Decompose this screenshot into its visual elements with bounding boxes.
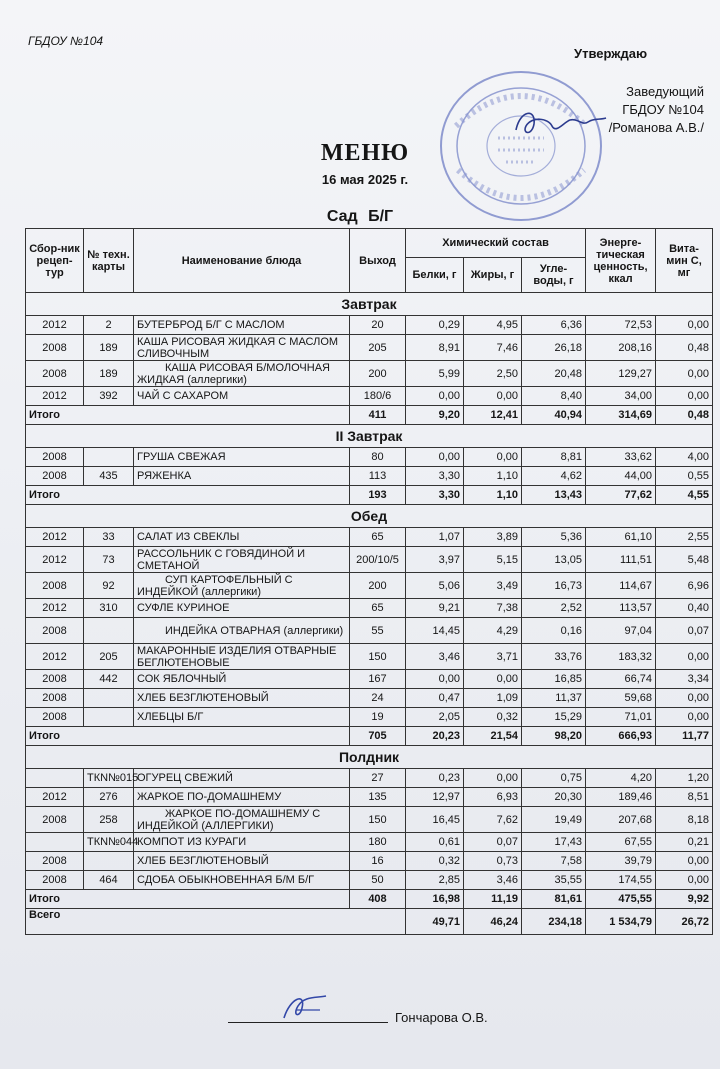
table-row: ТКN№015 ОГУРЕЦ СВЕЖИЙ 27 0,23 0,00 0,75 4,20 1,20 — [26, 769, 713, 788]
page-title: МЕНЮ — [320, 140, 410, 166]
kitchen-label: Сад Б/Г — [326, 208, 394, 225]
table-row: 2008 258 ЖАРКОЕ ПО-ДОМАШНЕМУ С ИНДЕЙКОЙ (АЛЛЕРГИКИ) 150 16,45 7,62 19,49 207,68 8,18 — [26, 807, 713, 833]
table-row: 2012 392 ЧАЙ С САХАРОМ 180/6 0,00 0,00 8,40 34,00 0,00 — [26, 387, 713, 406]
table-row: 2008 442 СОК ЯБЛОЧНЫЙ 167 0,00 0,00 16,85 66,74 3,34 — [26, 670, 713, 689]
table-row: 2012 33 САЛАТ ИЗ СВЕКЛЫ 65 1,07 3,89 5,36 61,10 2,55 — [26, 528, 713, 547]
author-name: Гончарова О.В. — [395, 1010, 488, 1025]
table-row: 2012 310 СУФЛЕ КУРИНОЕ 65 9,21 7,38 2,52 113,57 0,40 — [26, 599, 713, 618]
meal-title: Обед — [26, 505, 713, 528]
grand-total-row: Всего 49,71 46,24 234,18 1 534,79 26,72 — [26, 909, 713, 935]
table-row: 2008 ИНДЕЙКА ОТВАРНАЯ (аллергики) 55 14,45 4,29 0,16 97,04 0,07 — [26, 618, 713, 644]
menu-table — [25, 228, 713, 935]
table-row: 2008 92 СУП КАРТОФЕЛЬНЫЙ С ИНДЕЙКОЙ (аллергики) 200 5,06 3,49 16,73 114,67 6,96 — [26, 573, 713, 599]
total-row: Итого 411 9,20 12,41 40,94 314,69 0,48 — [26, 406, 713, 425]
director-signature — [508, 104, 608, 144]
table-row: 2008 435 РЯЖЕНКА 113 3,30 1,10 4,62 44,00 0,55 — [26, 467, 713, 486]
head-org: ГБДОУ №104 — [622, 102, 704, 117]
col-header-dish: Наименование блюда — [134, 229, 350, 293]
stamp-seal — [436, 66, 606, 226]
table-row: 2008 ХЛЕБ БЕЗГЛЮТЕНОВЫЙ 16 0,32 0,73 7,58 39,79 0,00 — [26, 852, 713, 871]
table-row: 2008 ХЛЕБЦЫ Б/Г 19 2,05 0,32 15,29 71,01 0,00 — [26, 708, 713, 727]
meal-title: Полдник — [26, 746, 713, 769]
table-row: 2008 189 КАША РИСОВАЯ Б/МОЛОЧНАЯ ЖИДКАЯ (аллергики) 200 5,99 2,50 20,48 129,27 0,00 — [26, 361, 713, 387]
table-row: 2012 276 ЖАРКОЕ ПО-ДОМАШНЕМУ 135 12,97 6,93 20,30 189,46 8,51 — [26, 788, 713, 807]
table-row: 2008 ХЛЕБ БЕЗГЛЮТЕНОВЫЙ 24 0,47 1,09 11,37 59,68 0,00 — [26, 689, 713, 708]
col-header-vitamin: Вита-мин С, мг — [656, 229, 713, 293]
total-row: Итого 193 3,30 1,10 13,43 77,62 4,55 — [26, 486, 713, 505]
organization-label: ГБДОУ №104 — [28, 34, 104, 48]
table-row: 2012 205 МАКАРОННЫЕ ИЗДЕЛИЯ ОТВАРНЫЕ БЕГЛЮТЕНОВЫЕ 150 3,46 3,71 33,76 183,32 0,00 — [26, 644, 713, 670]
table-row: ТКN№044 КОМПОТ ИЗ КУРАГИ 180 0,61 0,07 17,43 67,55 0,21 — [26, 833, 713, 852]
total-row: Итого 705 20,23 21,54 98,20 666,93 11,77 — [26, 727, 713, 746]
head-name: /Романова А.В./ — [608, 120, 704, 135]
author-signature — [280, 990, 330, 1024]
meal-title: II Завтрак — [26, 425, 713, 448]
signature-line — [228, 1022, 388, 1023]
menu-date: 16 мая 2025 г. — [321, 172, 409, 187]
table-row: 2012 2 БУТЕРБРОД Б/Г С МАСЛОМ 20 0,29 4,95 6,36 72,53 0,00 — [26, 316, 713, 335]
table-row: 2012 73 РАССОЛЬНИК С ГОВЯДИНОЙ И СМЕТАНОЙ 200/10/5 3,97 5,15 13,05 111,51 5,48 — [26, 547, 713, 573]
col-header-card: № техн. карты — [84, 229, 134, 293]
col-header-output: Выход — [350, 229, 406, 293]
table-row: 2008 ГРУША СВЕЖАЯ 80 0,00 0,00 8,81 33,62 4,00 — [26, 448, 713, 467]
approve-label: Утверждаю — [574, 46, 648, 61]
col-header-chem: Химический состав — [406, 229, 586, 258]
col-header-carbs: Угле-воды, г — [522, 258, 586, 293]
col-header-fat: Жиры, г — [464, 258, 522, 293]
meal-title: Завтрак — [26, 293, 713, 316]
head-position: Заведующий — [626, 84, 704, 99]
col-header-collection: Сбор-ник рецеп-тур — [26, 229, 84, 293]
col-header-protein: Белки, г — [406, 258, 464, 293]
col-header-energy: Энерге-тическая ценность, ккал — [586, 229, 656, 293]
table-row: 2008 464 СДОБА ОБЫКНОВЕННАЯ Б/М Б/Г 50 2,85 3,46 35,55 174,55 0,00 — [26, 871, 713, 890]
table-row: 2008 189 КАША РИСОВАЯ ЖИДКАЯ С МАСЛОМ СЛИВОЧНЫМ 205 8,91 7,46 26,18 208,16 0,48 — [26, 335, 713, 361]
total-row: Итого 408 16,98 11,19 81,61 475,55 9,92 — [26, 890, 713, 909]
